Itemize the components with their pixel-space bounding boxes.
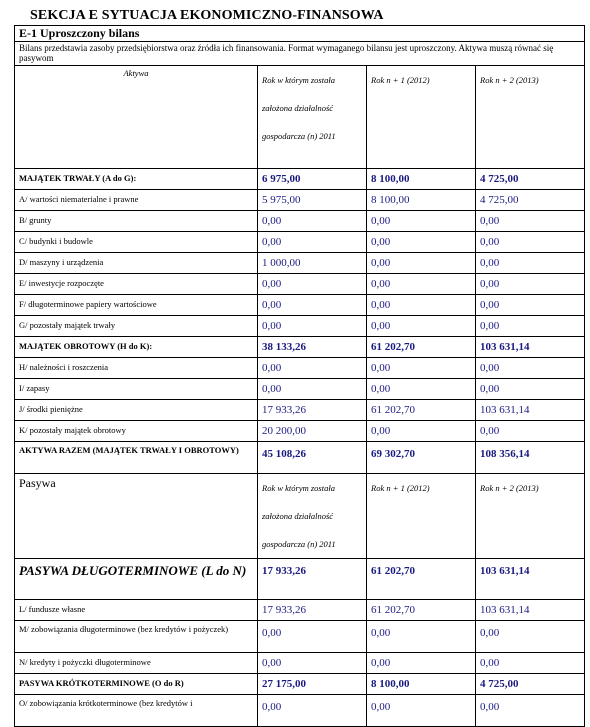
- table-description: Bilans przedstawia zasoby przedsiębiorstwa oraz źródła ich finansowania. Format wymaganego bilansu jest uproszczony. Aktywa muszą równać się pasywom: [15, 42, 585, 66]
- description-row: [15, 42, 585, 66]
- row-value: 0,00: [476, 274, 585, 295]
- header-line: Rok n + 2 (2013): [480, 483, 539, 493]
- aktywa-header-year-n: [258, 66, 367, 169]
- table-row: [15, 274, 585, 295]
- table-row: [15, 253, 585, 274]
- row-value: 0,00: [258, 358, 367, 379]
- row-value: 0,00: [258, 211, 367, 232]
- row-label: PASYWA DŁUGOTERMINOWE (L do N): [15, 559, 258, 600]
- row-value: 0,00: [476, 379, 585, 400]
- row-value: 17 933,26: [258, 600, 367, 621]
- row-value: 0,00: [367, 211, 476, 232]
- table-title: E-1 Uproszczony bilans: [15, 26, 585, 42]
- table-row: [15, 421, 585, 442]
- balance-sheet-table: [14, 25, 585, 727]
- row-value: 103 631,14: [476, 337, 585, 358]
- table-row: [15, 379, 585, 400]
- header-line: założona działalność: [262, 103, 334, 113]
- row-value: 69 302,70: [367, 442, 476, 474]
- row-value: 0,00: [258, 379, 367, 400]
- row-label: O/ zobowiązania krótkoterminowe (bez kredytów i: [15, 695, 258, 727]
- table-row: [15, 232, 585, 253]
- table-row: [15, 400, 585, 421]
- row-label: D/ maszyny i urządzenia: [15, 253, 258, 274]
- row-value: 61 202,70: [367, 337, 476, 358]
- row-label: K/ pozostały majątek obrotowy: [15, 421, 258, 442]
- row-value: 20 200,00: [258, 421, 367, 442]
- table-row: [15, 358, 585, 379]
- row-value: 0,00: [476, 653, 585, 674]
- row-value: 0,00: [476, 621, 585, 653]
- row-value: 5 975,00: [258, 190, 367, 211]
- row-value: 0,00: [476, 232, 585, 253]
- table-row: [15, 190, 585, 211]
- aktywa-header-year-n1: [367, 66, 476, 169]
- table-row: [15, 559, 585, 600]
- row-label: MAJĄTEK TRWAŁY (A do G):: [15, 169, 258, 190]
- row-value: 17 933,26: [258, 559, 367, 600]
- table-row: [15, 316, 585, 337]
- section-title: SEKCJA E SYTUACJA EKONOMICZNO-FINANSOWA: [30, 8, 384, 23]
- row-value: 0,00: [367, 358, 476, 379]
- row-value: 8 100,00: [367, 190, 476, 211]
- row-value: 8 100,00: [367, 674, 476, 695]
- row-value: 17 933,26: [258, 400, 367, 421]
- row-value: 27 175,00: [258, 674, 367, 695]
- row-label: F/ długoterminowe papiery wartościowe: [15, 295, 258, 316]
- row-value: 61 202,70: [367, 600, 476, 621]
- table-row: [15, 674, 585, 695]
- row-value: 0,00: [367, 316, 476, 337]
- row-label: L/ fundusze własne: [15, 600, 258, 621]
- row-label: C/ budynki i budowle: [15, 232, 258, 253]
- table-row: [15, 653, 585, 674]
- row-value: 0,00: [367, 421, 476, 442]
- row-value: 0,00: [476, 421, 585, 442]
- row-value: 108 356,14: [476, 442, 585, 474]
- row-label: E/ inwestycje rozpoczęte: [15, 274, 258, 295]
- row-label: N/ kredyty i pożyczki długoterminowe: [15, 653, 258, 674]
- table-row: [15, 295, 585, 316]
- header-line: Rok w którym została: [262, 75, 335, 85]
- header-line: gospodarcza (n) 2011: [262, 539, 336, 549]
- header-line: Rok n + 2 (2013): [480, 75, 539, 85]
- header-line: założona działalność: [262, 511, 334, 521]
- row-value: 8 100,00: [367, 169, 476, 190]
- row-value: 0,00: [367, 379, 476, 400]
- row-value: 4 725,00: [476, 190, 585, 211]
- row-value: 0,00: [476, 316, 585, 337]
- row-value: 4 725,00: [476, 169, 585, 190]
- table-title-row: [15, 26, 585, 42]
- aktywa-header-label: Aktywa: [15, 66, 258, 169]
- row-value: 0,00: [367, 695, 476, 727]
- row-label: M/ zobowiązania długoterminowe (bez kredytów i pożyczek): [15, 621, 258, 653]
- row-value: 61 202,70: [367, 559, 476, 600]
- pasywa-header-year-n: [258, 474, 367, 559]
- row-label: AKTYWA RAZEM (MAJĄTEK TRWAŁY I OBROTOWY): [15, 442, 258, 474]
- row-value: 0,00: [367, 295, 476, 316]
- table-row: [15, 211, 585, 232]
- table-row: [15, 600, 585, 621]
- row-value: 1 000,00: [258, 253, 367, 274]
- row-value: 0,00: [258, 316, 367, 337]
- pasywa-header-year-n1: [367, 474, 476, 559]
- row-value: 45 108,26: [258, 442, 367, 474]
- row-label: MAJĄTEK OBROTOWY (H do K):: [15, 337, 258, 358]
- table-row: [15, 442, 585, 474]
- header-line: Rok n + 1 (2012): [371, 483, 430, 493]
- row-value: 103 631,14: [476, 559, 585, 600]
- row-value: 0,00: [258, 274, 367, 295]
- row-value: 0,00: [367, 621, 476, 653]
- row-value: 103 631,14: [476, 600, 585, 621]
- row-label: H/ należności i roszczenia: [15, 358, 258, 379]
- row-value: 0,00: [258, 695, 367, 727]
- row-value: 61 202,70: [367, 400, 476, 421]
- pasywa-header-label: Pasywa: [15, 474, 258, 559]
- header-line: Rok n + 1 (2012): [371, 75, 430, 85]
- row-label: G/ pozostały majątek trwały: [15, 316, 258, 337]
- row-value: 0,00: [258, 621, 367, 653]
- row-value: 0,00: [367, 232, 476, 253]
- row-value: 0,00: [258, 653, 367, 674]
- row-value: 0,00: [367, 274, 476, 295]
- row-value: 0,00: [476, 295, 585, 316]
- table-row: [15, 337, 585, 358]
- row-value: 0,00: [367, 253, 476, 274]
- row-value: 0,00: [476, 211, 585, 232]
- aktywa-header-year-n2: [476, 66, 585, 169]
- row-label: PASYWA KRÓTKOTERMINOWE (O do R): [15, 674, 258, 695]
- row-value: 0,00: [367, 653, 476, 674]
- row-value: 38 133,26: [258, 337, 367, 358]
- aktywa-header-row: [15, 66, 585, 169]
- row-value: 0,00: [476, 358, 585, 379]
- row-value: 103 631,14: [476, 400, 585, 421]
- header-line: Rok w którym została: [262, 483, 335, 493]
- row-value: 0,00: [476, 695, 585, 727]
- row-label: J/ środki pieniężne: [15, 400, 258, 421]
- row-value: 0,00: [258, 232, 367, 253]
- pasywa-header-row: [15, 474, 585, 559]
- table-row: [15, 695, 585, 727]
- row-value: 0,00: [258, 295, 367, 316]
- row-label: I/ zapasy: [15, 379, 258, 400]
- row-value: 0,00: [476, 253, 585, 274]
- row-value: 4 725,00: [476, 674, 585, 695]
- row-value: 6 975,00: [258, 169, 367, 190]
- table-row: [15, 169, 585, 190]
- pasywa-header-year-n2: [476, 474, 585, 559]
- row-label: B/ grunty: [15, 211, 258, 232]
- row-label: A/ wartości niematerialne i prawne: [15, 190, 258, 211]
- table-row: [15, 621, 585, 653]
- header-line: gospodarcza (n) 2011: [262, 131, 336, 141]
